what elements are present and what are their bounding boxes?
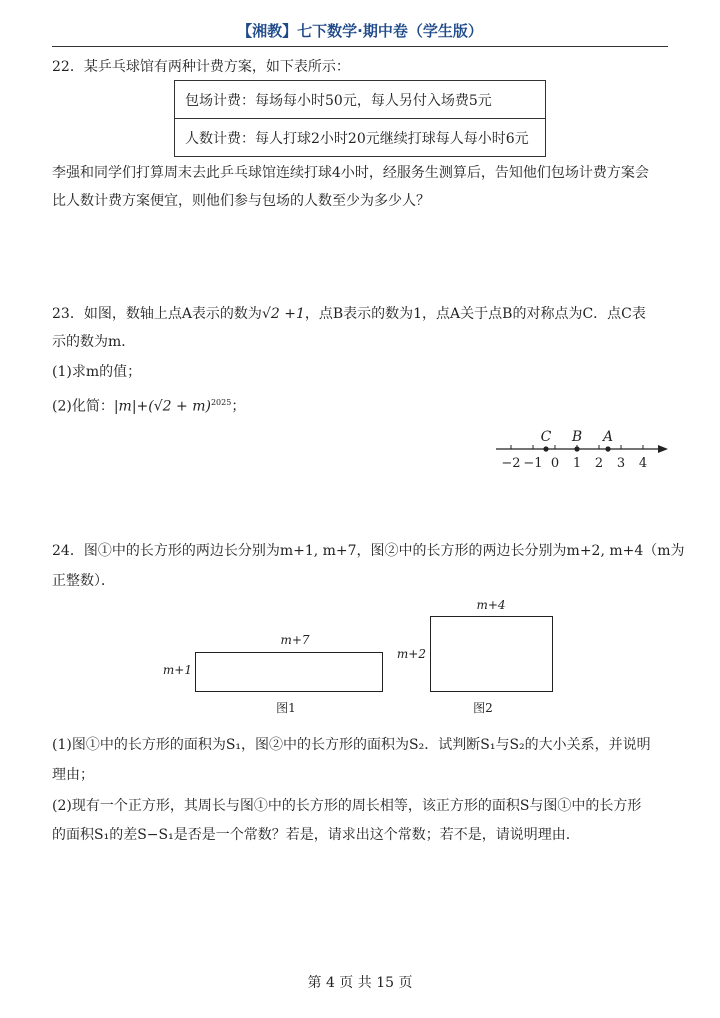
tick-label: 1 xyxy=(572,456,582,471)
tick-label: 3 xyxy=(616,456,626,471)
q22-body-line2: 比人数计费方案便宜，则他们参与包场的人数至少为多少人？ xyxy=(52,193,430,209)
point-b-dot xyxy=(574,446,579,451)
page-number: 第 4 页 共 15 页 xyxy=(307,975,413,991)
point-c-dot xyxy=(543,446,548,451)
page-header-title: 【湘教】七下数学·期中卷（学生版） xyxy=(237,22,483,40)
q23-part2-label: (2)化简： xyxy=(52,398,114,415)
arrow-right-icon xyxy=(658,445,668,453)
q23-line1 xyxy=(52,304,646,324)
q24-part1-line2: 理由； xyxy=(52,767,94,783)
fee-plan-per-person: 人数计费：每人打球2小时20元继续打球每人每小时6元 xyxy=(175,119,546,157)
q24-line1: 24．图①中的长方形的两边长分别为m+1, m+7，图②中的长方形的两边长分别为m+2, m+4（m为 xyxy=(52,543,685,559)
q22-intro: 22．某乒乓球馆有两种计费方案，如下表所示： xyxy=(52,59,350,75)
fig2-rectangle xyxy=(430,616,553,692)
q24-line2: 正整数）． xyxy=(52,573,115,589)
point-c-label: C xyxy=(540,429,552,445)
fig2-caption: 图2 xyxy=(473,701,493,715)
q24-part2-line1: (2)现有一个正方形，其周长与图①中的长方形的周长相等，该正方形的面积S与图①中的长方形 xyxy=(52,798,642,814)
q22-body-line1: 李强和同学们打算周末去此乒乓球馆连续打球4小时，经服务生测算后，告知他们包场计费方案会 xyxy=(52,165,649,181)
q23-sqrt-expr: √2 +1 xyxy=(261,306,305,322)
tick-label: −2 xyxy=(501,456,521,471)
q23-part1: (1)求m的值； xyxy=(52,364,142,380)
point-b-label: B xyxy=(571,429,583,445)
table-row xyxy=(175,81,546,119)
tick-label: −1 xyxy=(523,456,543,471)
q23-part2-exponent: 2025 xyxy=(210,398,232,407)
tick-label: 2 xyxy=(594,456,604,471)
fig2-top-label: m+4 xyxy=(476,598,506,612)
tick-label: 0 xyxy=(550,456,560,471)
fig1-side-label: m+1 xyxy=(162,663,192,677)
q23-part2-end: ； xyxy=(231,398,246,415)
fig1-caption: 图1 xyxy=(276,701,296,715)
q24-part2-line2: 的面积S₁的差S−S₁是否是一个常数？若是，请求出这个常数；若不是，请说明理由. xyxy=(52,827,571,843)
header-divider xyxy=(52,46,668,47)
q23-part2-expr: |m|+(√2 + m) xyxy=(113,398,211,415)
number-line-figure xyxy=(490,425,675,475)
fig1-top-label: m+7 xyxy=(280,633,310,647)
tick-label: 4 xyxy=(638,456,648,471)
q23-line1-end: ，点B表示的数为1，点A关于点B的对称点为C．点C表 xyxy=(304,306,646,322)
q23-line2: 示的数为m． xyxy=(52,334,136,350)
q23-line1-start: 23．如图，数轴上点A表示的数为 xyxy=(52,306,262,322)
fig2-side-label: m+2 xyxy=(396,647,426,661)
table-row xyxy=(175,119,546,157)
fee-plan-package: 包场计费：每场每小时50元，每人另付入场费5元 xyxy=(175,81,546,119)
point-a-dot xyxy=(605,446,610,451)
q24-part1-line1: (1)图①中的长方形的面积为S₁，图②中的长方形的面积为S₂．试判断S₁与S₂的大小关系，并说明 xyxy=(52,737,651,753)
q22-fee-table xyxy=(174,80,546,157)
point-a-label: A xyxy=(602,429,614,445)
q23-part2 xyxy=(52,393,245,417)
fig1-rectangle xyxy=(195,652,383,692)
